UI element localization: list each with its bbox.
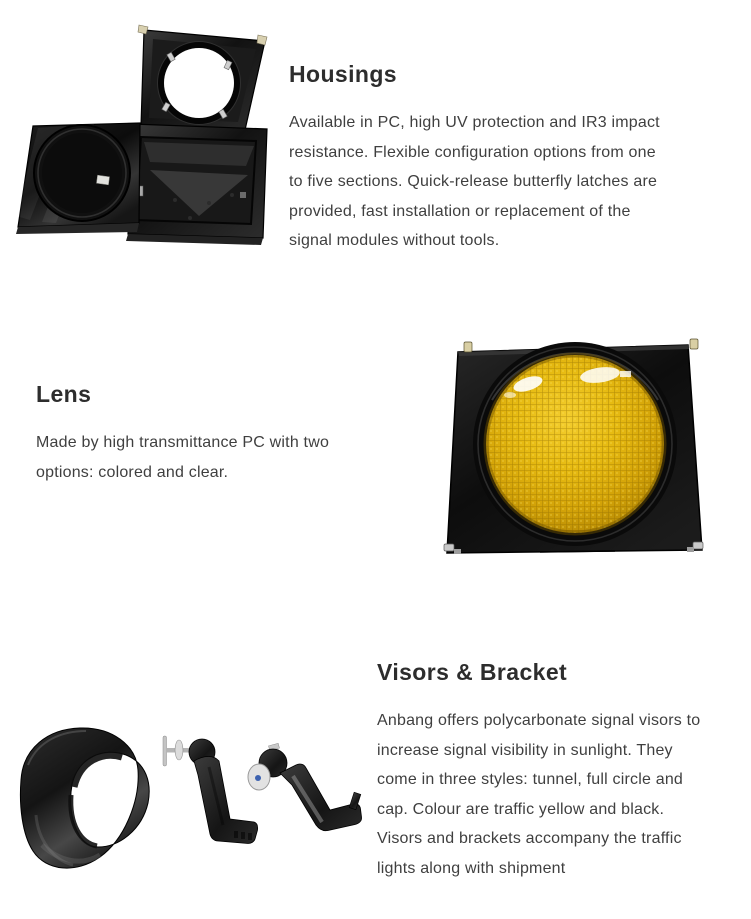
visors-bracket-title: Visors & Bracket xyxy=(377,659,568,685)
lens-description xyxy=(36,428,436,487)
paragraph-line: cap. Colour are traffic yellow and black. xyxy=(377,800,665,818)
signal-housings-photo xyxy=(8,14,288,247)
barcode-label xyxy=(97,175,110,185)
bracket-2-illustration xyxy=(248,743,362,830)
section-visors-bracket xyxy=(377,658,747,883)
butterfly-latch xyxy=(257,35,267,45)
paragraph-line: provided, fast installation or replacement of the xyxy=(289,202,631,220)
housings-title: Housings xyxy=(289,61,397,87)
housing-open-box xyxy=(126,124,267,245)
washer xyxy=(175,740,183,760)
paragraph-line: Made by high transmittance PC with two xyxy=(36,434,330,451)
paragraph-line: to five sections. Quick-release butterfly latches are xyxy=(289,173,658,190)
visors-bracket-description xyxy=(377,706,747,883)
tunnel-visor-illustration xyxy=(20,728,149,868)
section-housings xyxy=(289,60,729,256)
housing-front-panel xyxy=(16,123,140,234)
visors-bracket-photo xyxy=(8,695,363,895)
paragraph-line: increase signal visibility in sunlight. They xyxy=(377,741,673,759)
yellow-lens-photo xyxy=(440,338,712,560)
blue-screw xyxy=(255,775,261,781)
paragraph-line: Visors and brackets accompany the traffic xyxy=(377,830,682,847)
paragraph-line: come in three styles: tunnel, full circle and xyxy=(377,771,684,788)
housing-open-lid xyxy=(138,25,267,130)
section-lens xyxy=(36,380,436,487)
paragraph-line: Available in PC, high UV protection and IR3 impact xyxy=(289,114,660,131)
bracket-1-illustration xyxy=(163,736,258,844)
housings-description xyxy=(289,108,729,256)
bolt-pin xyxy=(163,736,167,766)
paragraph-line: signal modules without tools. xyxy=(289,232,500,249)
butterfly-latch xyxy=(138,25,148,34)
yellow-lens-illustration xyxy=(440,338,712,560)
paragraph-line: resistance. Flexible configuration options from one xyxy=(289,143,656,161)
paragraph-line: lights along with shipment xyxy=(377,859,566,877)
paragraph-line: options: colored and clear. xyxy=(36,463,229,481)
signal-housings-illustration xyxy=(8,14,288,247)
yellow-lens-dome xyxy=(486,355,664,533)
visors-bracket-illustration xyxy=(8,695,363,895)
hinge-clip xyxy=(240,192,246,198)
lens-title: Lens xyxy=(36,381,92,407)
paragraph-line: Anbang offers polycarbonate signal visors to xyxy=(377,712,701,729)
